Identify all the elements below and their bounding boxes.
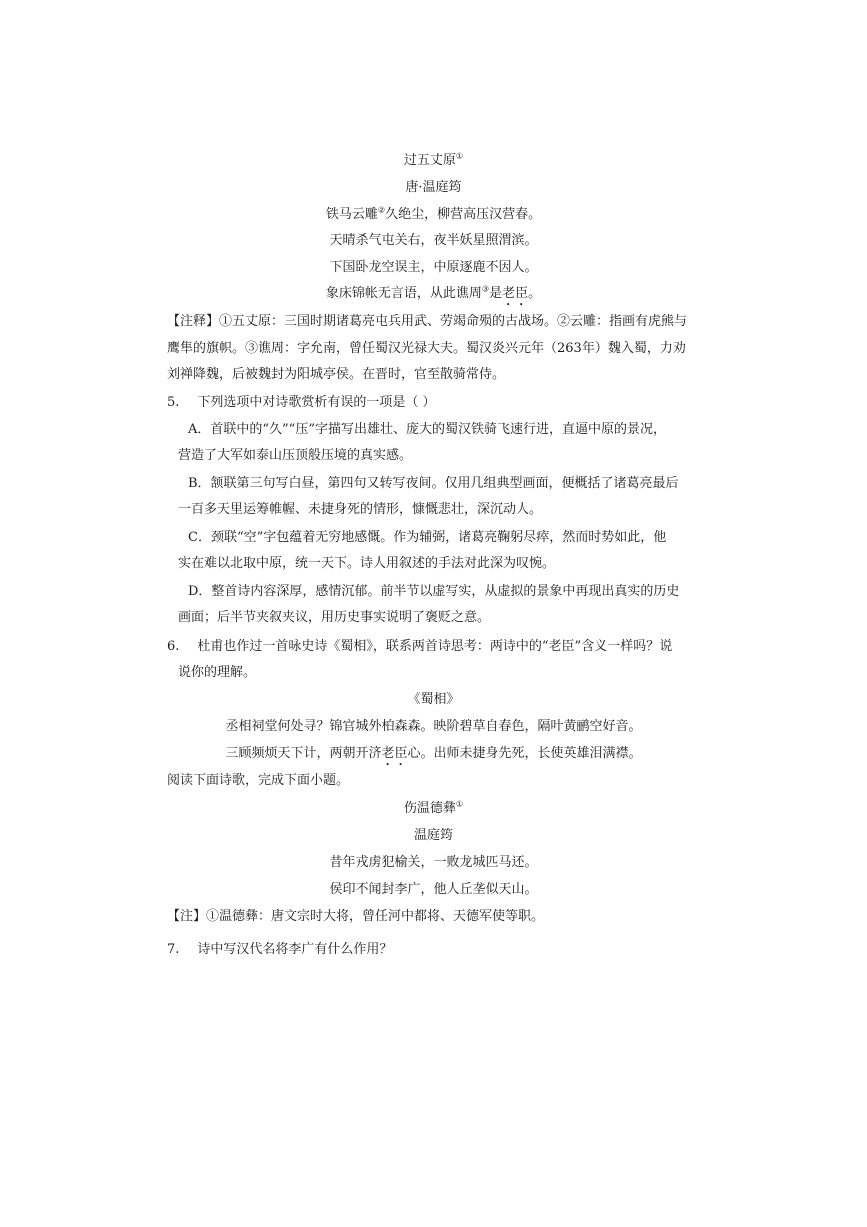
q6-poem-line-2-emphasis: 老臣 bbox=[381, 746, 408, 761]
q6-poem-title: 《蜀相》 bbox=[407, 692, 460, 707]
notes1-line-2: 鹰隼的旗帜。③谯周：字允南，曾任蜀汉光禄大夫。蜀汉炎兴元年（263年）魏入蜀，力劝 bbox=[167, 341, 686, 356]
q5-option-b-line-1: B．颔联第三句写白昼，第四句又转写夜间。仅用几组典型画面，便概括了诸葛亮最后 bbox=[188, 476, 679, 491]
poem1-author: 唐·温庭筠 bbox=[405, 180, 462, 195]
poem1-line-1-a: 铁马云雕 bbox=[325, 207, 378, 222]
poem2-line-2: 侯印不闻封李广，他人丘垄似天山。 bbox=[329, 882, 538, 897]
poem2-title-text: 伤温德彝 bbox=[403, 801, 456, 816]
q7-stem bbox=[167, 941, 392, 959]
poem1-line-3: 下国卧龙空误主，中原逐鹿不因人。 bbox=[329, 260, 538, 275]
q6-stem-line-1 bbox=[167, 638, 672, 656]
q5-option-b-line-2: 一百多天里运筹帷幄、未捷身死的情形，慷慨悲壮，深沉动人。 bbox=[178, 502, 543, 517]
poem1-title-note: ① bbox=[455, 151, 464, 161]
poem1-line-1 bbox=[0, 206, 867, 224]
q6-poem-line-2 bbox=[0, 745, 867, 769]
poem1-line-4-c: 。 bbox=[528, 286, 542, 301]
instruction: 阅读下面诗歌，完成下面小题。 bbox=[167, 773, 350, 788]
q5-option-a-line-2: 营造了大军如泰山压顶般压境的真实感。 bbox=[178, 448, 413, 463]
poem1-line-4 bbox=[0, 285, 867, 309]
q5-stem-text: 下列选项中对诗歌赏析有误的一项是（ ） bbox=[197, 395, 436, 410]
q6-stem-text: 杜甫也作过一首咏史诗《蜀相》，联系两首诗思考：两诗中的“老臣”含义一样吗？说 bbox=[197, 639, 673, 654]
poem1-line-4-b: 是 bbox=[489, 286, 503, 301]
notes1-line-1: 【注释】①五丈原：三国时期诸葛亮屯兵用武、劳竭命殒的古战场。②云雕：指画有虎熊与 bbox=[167, 314, 688, 329]
q7-number: 7. bbox=[167, 942, 180, 957]
q6-poem-line-2-b: 心。出师未捷身先死，长使英雄泪满襟。 bbox=[407, 746, 642, 761]
q5-option-d-line-2: 画面；后半节夹叙夹议，用历史事实说明了褒贬之意。 bbox=[178, 610, 491, 625]
q5-option-c-line-1: C．颈联“空”字包蕴着无穷地感慨。作为辅弼，诸葛亮鞠躬尽瘁，然而时势如此，他 bbox=[188, 530, 667, 545]
poem2-title bbox=[0, 800, 867, 818]
q5-option-c-line-2: 实在难以北取中原，统一天下。诗人用叙述的手法对此深为叹惋。 bbox=[178, 556, 556, 571]
notes2: 【注】①温德彝：唐文宗时大将，曾任河中都将、天德军使等职。 bbox=[167, 909, 545, 924]
poem1-title bbox=[0, 152, 867, 170]
poem2-author: 温庭筠 bbox=[413, 828, 453, 843]
poem1-line-1-b: 久绝尘，柳营高压汉营春。 bbox=[385, 207, 542, 222]
q5-option-d-line-1: D．整首诗内容深厚，感情沉郁。前半节以虚写实，从虚拟的景象中再现出真实的历史 bbox=[188, 584, 680, 599]
poem1-line-4-a: 象床锦帐无言语，从此谯周 bbox=[325, 286, 482, 301]
poem1-line-2: 天晴杀气屯关右，夜半妖星照渭滨。 bbox=[329, 233, 538, 248]
poem1-title-text: 过五丈原 bbox=[403, 153, 456, 168]
q5-stem bbox=[167, 394, 436, 412]
poem1-line-4-note: ③ bbox=[481, 284, 490, 294]
q6-number: 6. bbox=[167, 639, 180, 654]
notes1-line-3: 刘禅降魏，后被魏封为阳城亭侯。在晋时，官至散骑常侍。 bbox=[167, 367, 506, 382]
q7-stem-text: 诗中写汉代名将李广有什么作用？ bbox=[197, 942, 393, 957]
poem1-line-4-emphasis: 老臣 bbox=[502, 286, 529, 301]
q6-poem-line-2-a: 三顾频烦天下计，两朝开济 bbox=[225, 746, 382, 761]
poem2-title-note: ① bbox=[455, 799, 464, 809]
q5-number: 5. bbox=[167, 395, 180, 410]
q6-poem-line-1: 丞相祠堂何处寻？锦官城外柏森森。映阶碧草自春色，隔叶黄鹂空好音。 bbox=[225, 719, 642, 734]
q6-stem-line-2: 说你的理解。 bbox=[178, 665, 257, 680]
poem2-line-1: 昔年戎虏犯榆关，一败龙城匹马还。 bbox=[329, 855, 538, 870]
poem1-line-1-note: ② bbox=[377, 205, 386, 215]
q5-option-a-line-1: A．首联中的“久”“压”字描写出雄壮、庞大的蜀汉铁骑飞速行进，直逼中原的景况， bbox=[188, 422, 666, 437]
